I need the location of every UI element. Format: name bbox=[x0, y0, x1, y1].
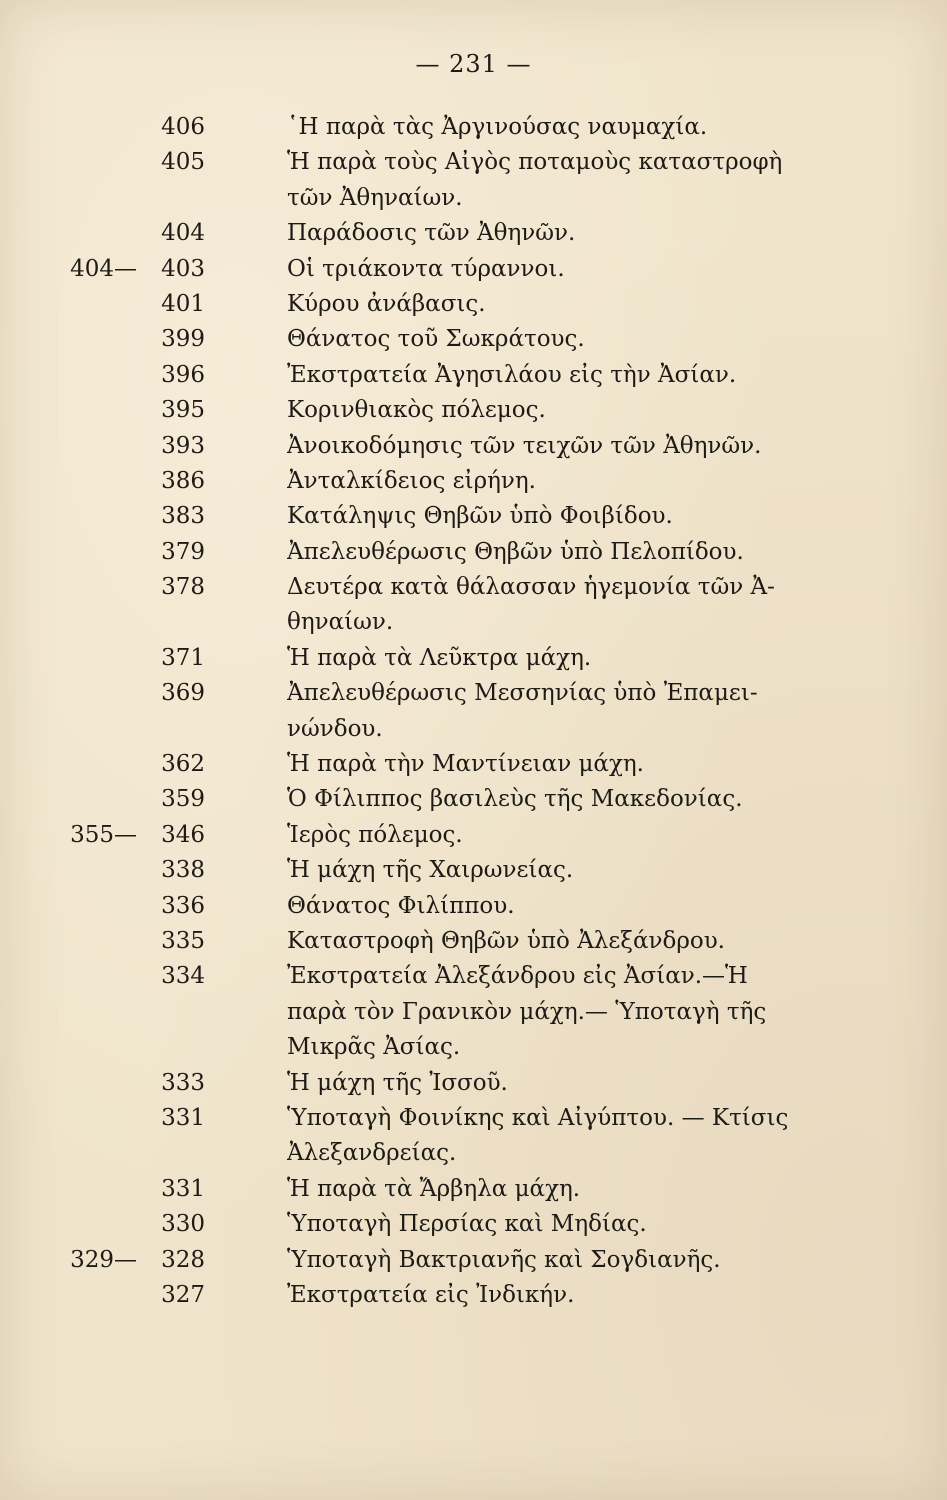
chronology-entry bbox=[0, 216, 947, 251]
entry-year: 328 bbox=[161, 1246, 205, 1273]
entry-text: Μικρᾶς Ἀσίας. bbox=[287, 1034, 461, 1061]
entry-line bbox=[0, 641, 947, 676]
entry-text: Ἀπελευθέρωσις Θηβῶν ὑπὸ Πελοπίδου. bbox=[287, 538, 744, 565]
entry-line bbox=[0, 464, 947, 499]
entry-text: Κορινθιακὸς πόλεμος. bbox=[287, 397, 546, 424]
chronology-entry bbox=[0, 535, 947, 570]
entry-year: 395 bbox=[161, 397, 205, 424]
chronology-entry bbox=[0, 1066, 947, 1101]
chronology-entry bbox=[0, 641, 947, 676]
entry-year: 335 bbox=[161, 927, 205, 954]
entry-year: 334 bbox=[161, 963, 205, 990]
chronology-entry bbox=[0, 358, 947, 393]
entry-year: 362 bbox=[161, 751, 205, 778]
entry-line bbox=[0, 145, 947, 180]
entry-line bbox=[0, 818, 947, 853]
chronology-entry bbox=[0, 1243, 947, 1278]
entry-text: Παράδοσις τῶν Ἀθηνῶν. bbox=[287, 220, 576, 247]
entry-text: Ἐκστρατεία Ἀλεξάνδρου εἰς Ἀσίαν.—Ἡ bbox=[287, 963, 748, 990]
entry-text: Οἱ τριάκοντα τύραννοι. bbox=[287, 255, 565, 282]
entry-year: 327 bbox=[161, 1281, 205, 1308]
entry-line bbox=[0, 782, 947, 817]
chronology-entry bbox=[0, 818, 947, 853]
entry-year: 336 bbox=[161, 892, 205, 919]
entry-year: 401 bbox=[161, 290, 205, 317]
entry-year: 393 bbox=[161, 432, 205, 459]
chronology-entry bbox=[0, 110, 947, 145]
entry-text: Ἡ παρὰ τὰ Λεῦκτρα μάχη. bbox=[287, 644, 592, 671]
chronology-list bbox=[0, 110, 947, 1313]
entry-text: θηναίων. bbox=[287, 609, 394, 636]
chronology-entry bbox=[0, 393, 947, 428]
entry-year: 379 bbox=[161, 538, 205, 565]
entry-line bbox=[0, 853, 947, 888]
entry-text: Ἱερὸς πόλεμος. bbox=[287, 821, 463, 848]
entry-year: 331 bbox=[161, 1104, 205, 1131]
entry-year: 330 bbox=[161, 1211, 205, 1238]
entry-line bbox=[0, 1030, 947, 1065]
entry-year: 403 bbox=[161, 255, 205, 282]
chronology-entry bbox=[0, 1101, 947, 1172]
year-range-start: 329— bbox=[70, 1246, 137, 1273]
entry-line bbox=[0, 712, 947, 747]
entry-text: Ὑποταγὴ Βακτριανῆς καὶ Σογδιανῆς. bbox=[287, 1246, 721, 1273]
chronology-entry bbox=[0, 889, 947, 924]
entry-line bbox=[0, 252, 947, 287]
entry-text: Ὑποταγὴ Φοινίκης καὶ Αἰγύπτου. — Κτίσις bbox=[287, 1104, 789, 1131]
entry-line bbox=[0, 605, 947, 640]
entry-line bbox=[0, 216, 947, 251]
entry-line bbox=[0, 499, 947, 534]
chronology-entry bbox=[0, 1172, 947, 1207]
entry-line bbox=[0, 535, 947, 570]
entry-line bbox=[0, 1278, 947, 1313]
entry-text: Κύρου ἀνάβασις. bbox=[287, 290, 486, 317]
entry-text: τῶν Ἀθηναίων. bbox=[287, 184, 463, 211]
entry-year: 369 bbox=[161, 680, 205, 707]
entry-year: 338 bbox=[161, 857, 205, 884]
entry-text: Ἡ παρὰ τὰ Ἄρβηλα μάχη. bbox=[287, 1175, 581, 1202]
entry-text: Ὑποταγὴ Περσίας καὶ Μηδίας. bbox=[287, 1211, 647, 1238]
year-range-start: 404— bbox=[70, 255, 137, 282]
entry-line bbox=[0, 1101, 947, 1136]
entry-year: 383 bbox=[161, 503, 205, 530]
entry-year: 404 bbox=[161, 220, 205, 247]
chronology-entry bbox=[0, 782, 947, 817]
entry-line bbox=[0, 429, 947, 464]
entry-year: 359 bbox=[161, 786, 205, 813]
chronology-entry bbox=[0, 747, 947, 782]
entry-text: Ἡ παρὰ τὴν Μαντίνειαν μάχη. bbox=[287, 751, 644, 778]
chronology-entry bbox=[0, 676, 947, 747]
chronology-entry bbox=[0, 570, 947, 641]
entry-text: Ἡ παρὰ τοὺς Αἰγὸς ποταμοὺς καταστροφὴ bbox=[287, 149, 783, 176]
chronology-entry bbox=[0, 429, 947, 464]
entry-year: 346 bbox=[161, 821, 205, 848]
entry-text: παρὰ τὸν Γρανικὸν μάχη.— Ὑποταγὴ τῆς bbox=[287, 998, 767, 1025]
entry-text: ῾Η παρὰ τὰς Ἀργινούσας ναυμαχία. bbox=[287, 114, 708, 140]
chronology-entry bbox=[0, 959, 947, 1065]
entry-text: Ἀνταλκίδειος εἰρήνη. bbox=[287, 467, 536, 494]
chronology-entry bbox=[0, 499, 947, 534]
entry-text: Ὁ Φίλιππος βασιλεὺς τῆς Μακεδονίας. bbox=[287, 786, 743, 813]
entry-text: Δευτέρα κατὰ θάλασσαν ἡγεμονία τῶν Ἀ- bbox=[287, 574, 775, 601]
chronology-entry bbox=[0, 145, 947, 216]
chronology-entry bbox=[0, 252, 947, 287]
entry-year: 378 bbox=[161, 574, 205, 601]
entry-year: 406 bbox=[161, 114, 205, 140]
chronology-entry bbox=[0, 1278, 947, 1313]
chronology-entry bbox=[0, 464, 947, 499]
entry-year: 399 bbox=[161, 326, 205, 353]
entry-text: Ἡ μάχη τῆς Χαιρωνείας. bbox=[287, 857, 574, 884]
entry-line bbox=[0, 747, 947, 782]
year-range-start: 355— bbox=[70, 821, 137, 848]
entry-line bbox=[0, 1066, 947, 1101]
chronology-entry bbox=[0, 924, 947, 959]
entry-year: 331 bbox=[161, 1175, 205, 1202]
entry-line bbox=[0, 676, 947, 711]
entry-year: 386 bbox=[161, 467, 205, 494]
entry-text: Κατάληψις Θηβῶν ὑπὸ Φοιβίδου. bbox=[287, 503, 673, 530]
entry-line bbox=[0, 287, 947, 322]
entry-line bbox=[0, 889, 947, 924]
entry-text: Θάνατος Φιλίππου. bbox=[287, 892, 515, 919]
chronology-entry bbox=[0, 853, 947, 888]
entry-line bbox=[0, 1172, 947, 1207]
entry-text: Θάνατος τοῦ Σωκράτους. bbox=[287, 326, 585, 353]
entry-text: Ἀνοικοδόμησις τῶν τειχῶν τῶν Ἀθηνῶν. bbox=[287, 432, 762, 459]
entry-year: 333 bbox=[161, 1069, 205, 1096]
entry-text: Ἐκστρατεία Ἀγησιλάου εἰς τὴν Ἀσίαν. bbox=[287, 361, 737, 388]
page-number: — 231 — bbox=[415, 50, 532, 78]
entry-text: Ἀλεξανδρείας. bbox=[287, 1140, 457, 1167]
entry-year: 396 bbox=[161, 361, 205, 388]
entry-line bbox=[0, 924, 947, 959]
entry-text: νώνδου. bbox=[287, 715, 383, 742]
entry-line bbox=[0, 1207, 947, 1242]
entry-line bbox=[0, 1243, 947, 1278]
chronology-entry bbox=[0, 287, 947, 322]
entry-line bbox=[0, 110, 947, 145]
chronology-entry bbox=[0, 322, 947, 357]
entry-line bbox=[0, 358, 947, 393]
chronology-entry bbox=[0, 1207, 947, 1242]
entry-line bbox=[0, 1136, 947, 1171]
entry-line bbox=[0, 570, 947, 605]
entry-line bbox=[0, 181, 947, 216]
entry-text: Καταστροφὴ Θηβῶν ὑπὸ Ἀλεξάνδρου. bbox=[287, 927, 725, 954]
entry-line bbox=[0, 322, 947, 357]
entry-year: 371 bbox=[161, 644, 205, 671]
entry-year: 405 bbox=[161, 149, 205, 176]
entry-line bbox=[0, 995, 947, 1030]
entry-text: Ἡ μάχη τῆς Ἰσσοῦ. bbox=[287, 1069, 508, 1096]
entry-text: Ἀπελευθέρωσις Μεσσηνίας ὑπὸ Ἐπαμει- bbox=[287, 680, 758, 707]
entry-text: Ἐκστρατεία εἰς Ἰνδικήν. bbox=[287, 1281, 575, 1308]
entry-line bbox=[0, 393, 947, 428]
entry-line bbox=[0, 959, 947, 994]
